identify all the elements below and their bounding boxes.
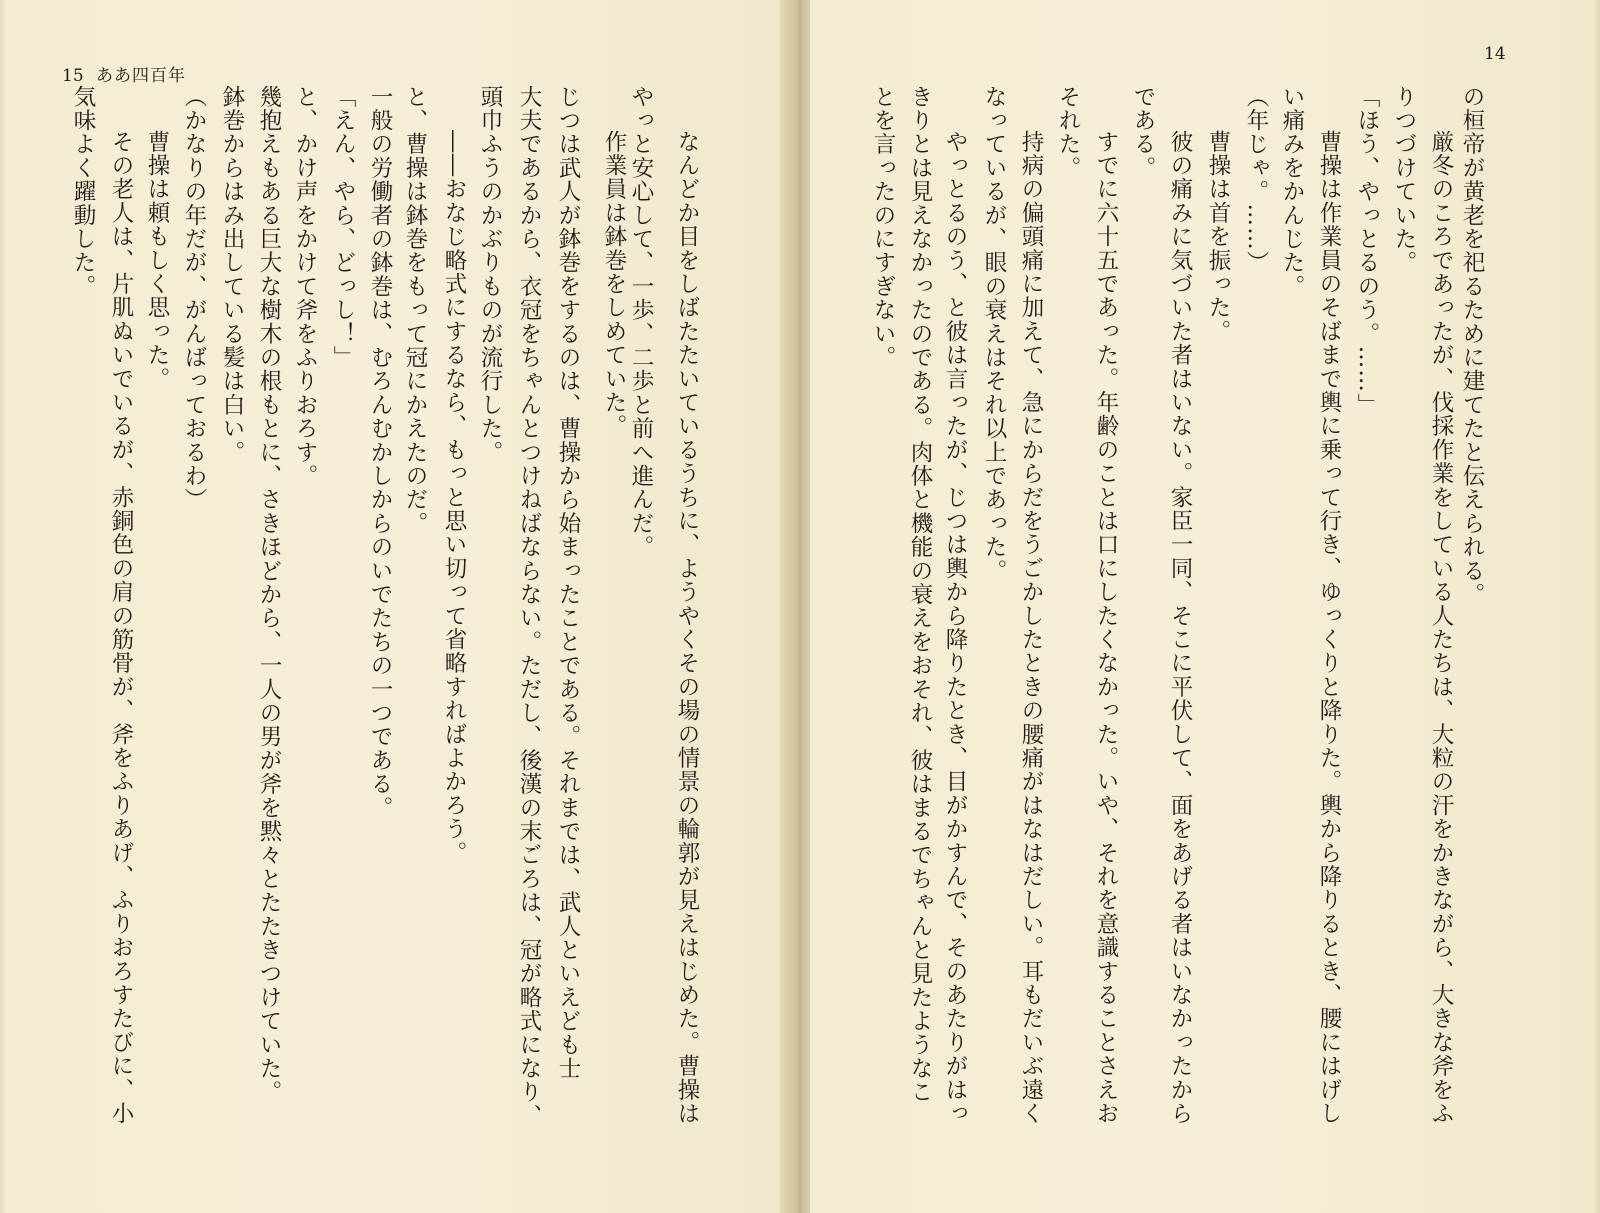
text-column: じつは武人が鉢巻をするのは、曹操から始まったことである。それまでは、武人といえども士 xyxy=(555,85,581,1081)
text-column: 「ほう、やっとるのう。……」 xyxy=(1354,85,1380,417)
page-number: 15 xyxy=(62,66,84,86)
left-page xyxy=(0,0,790,1213)
text-column: 気味よく躍動した。 xyxy=(70,85,96,299)
text-column: ――おなじ略式にするなら、もっと思い切って省略すればよかろう。 xyxy=(441,130,467,865)
text-column: と、曹操は鉢巻をもって冠にかえたのだ。 xyxy=(402,85,428,536)
text-column: すでに六十五であった。年齢のことは口にしたくなかった。いや、それを意識することさえお xyxy=(1093,130,1119,1126)
page-edge-shade xyxy=(1594,0,1600,1213)
text-column: きりとは見えなかったのである。肉体と機能の衰えをおそれ、彼はまるでちゃんと見たようなこ xyxy=(907,85,933,1105)
text-column: 厳冬のころであったが、伐採作業をしている人たちは、大粒の汗をかきながら、大きな斧をふ xyxy=(1428,130,1454,1126)
text-column: （かなりの年だが、がんばっておるわ） xyxy=(181,85,207,512)
page-edge-shade xyxy=(0,0,6,1213)
text-column: その老人は、片肌ぬいでいるが、赤銅色の肩の筋骨が、斧をふりあげ、ふりおろすたびに、小 xyxy=(108,130,134,1126)
text-column: 頭巾ふうのかぶりものが流行した。 xyxy=(477,85,503,465)
running-title: ああ四百年 xyxy=(96,66,186,86)
text-column: である。 xyxy=(1130,85,1156,180)
text-column: りつづけていた。 xyxy=(1391,85,1417,275)
text-column: 幾抱えもある巨大な樹木の根もとに、さきほどから、一人の男が斧を黙々とたたきつけていた。 xyxy=(256,85,282,1105)
text-column: 持病の偏頭痛に加えて、急にからだをうごかしたときの腰痛がはなはだしい。耳もだいぶ遠く xyxy=(1018,130,1044,1126)
page-number: 14 xyxy=(1484,44,1506,64)
text-column: それた。 xyxy=(1055,85,1081,180)
text-column: 曹操は首を振った。 xyxy=(1205,130,1231,344)
text-column: 「えん、やら、どっし！」 xyxy=(330,85,356,370)
text-column: の桓帝が黄老を祀るために建てたと伝えられる。 xyxy=(1459,85,1485,607)
text-column: （年じゃ。……） xyxy=(1243,85,1269,275)
text-column: 鉢巻からはみ出している髪は白い。 xyxy=(219,85,245,465)
text-column: 彼の痛みに気づいた者はいない。家臣一同、そこに平伏して、面をあげる者はいなかったから xyxy=(1167,130,1193,1126)
text-column: 曹操は頼もしく思った。 xyxy=(144,130,170,391)
text-column: やっとるのう、と彼は言ったが、じつは輿から降りたとき、目がかすんで、そのあたりがはっ xyxy=(942,130,968,1126)
text-column: やっと安心して、一歩、二歩と前へ進んだ。 xyxy=(628,85,654,559)
right-page xyxy=(810,0,1600,1213)
text-column: 大夫であるから、衣冠をちゃんとつけねばならない。ただし、後漢の末ごろは、冠が略式になり、 xyxy=(516,85,542,1128)
text-column: 曹操は作業員のそばまで輿に乗って行き、ゆっくりと降りた。輿から降りるとき、腰にはげし xyxy=(1316,130,1342,1126)
text-column: い痛みをかんじた。 xyxy=(1279,85,1305,299)
text-column: 作業員は鉢巻をしめていた。 xyxy=(601,130,627,439)
text-column: なんどか目をしばたたいているうちに、ようやくその場の情景の輪郭が見えはじめた。曹操は xyxy=(674,130,700,1126)
text-column: 一般の労働者の鉢巻は、むろんむかしからのいでたちの一つである。 xyxy=(367,85,393,820)
text-column: とを言ったのにすぎない。 xyxy=(870,85,896,370)
text-column: と、かけ声をかけて斧をふりおろす。 xyxy=(292,85,318,488)
text-column: なっているが、眼の衰えはそれ以上であった。 xyxy=(981,85,1007,583)
